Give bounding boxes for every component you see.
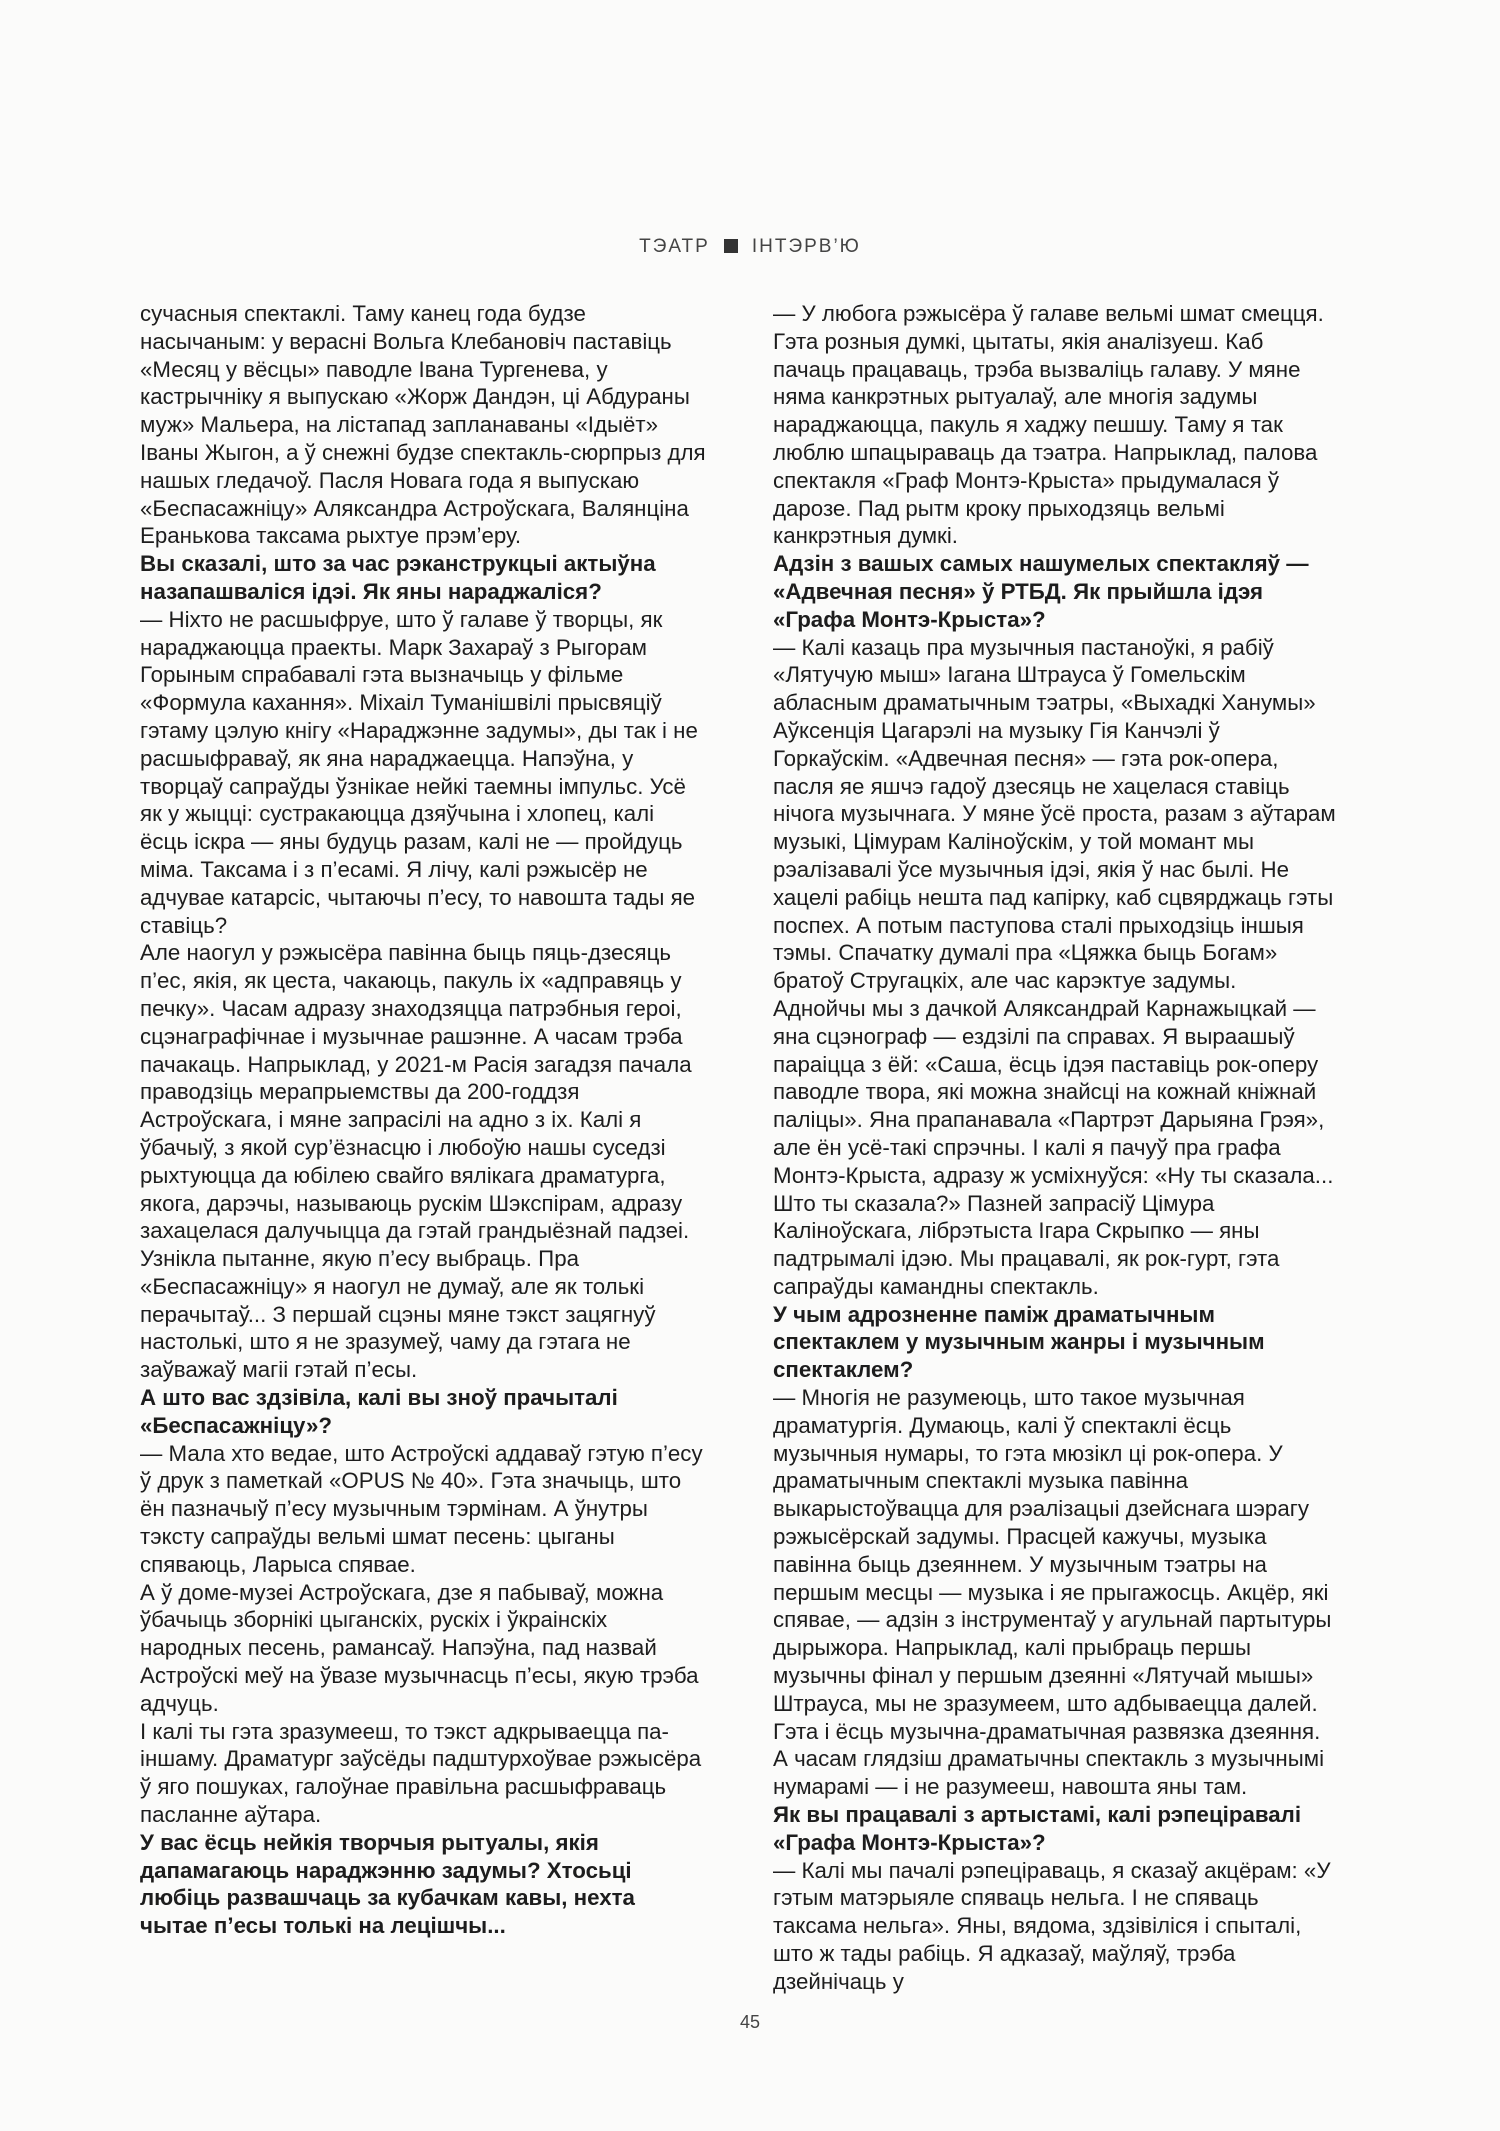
page-number: 45 xyxy=(739,2012,761,2032)
question: Адзін з вашых самых нашумелых спектакляў — «Адвечная песня» ў РТБД. Як прыйшла ідэя «Графа Монтэ-Крыста»? xyxy=(773,551,1309,632)
paragraph: сучасныя спектаклі. Таму канец года будзе насычаным: у верасні Вольга Клебановіч паставіць «Месяц у вёсцы» паводле Івана Тургенева, у кастрычніку я выпускаю «Жорж Дандэн, ці Абдураны муж» Мальера, на лістапад запланаваны «Ідыёт» Іваны Жыгон, а ў снежні будзе спектакль-сюрпрыз для нашых гледачоў. Пасля Новага года я выпускаю «Беспасажніцу» Аляксандра Астроўскага, Валянціна Еранькова таксама рыхтуе прэм’еру. xyxy=(140,301,706,549)
separator-square-icon xyxy=(724,239,738,253)
paragraph: Але наогул у рэжысёра павінна быць пяць-дзесяць п’ес, якія, як цеста, чакаюць, пакуль іх «адправяць у печку». Часам адразу знаходзяцца патрэбныя героі, сцэнаграфічнае і музычнае рашэнне. А часам трэба пачакаць. Напрыклад, у 2021-м Расія загадзя пачала праводзіць мерапрыемствы да 200-годдзя Астроўскага, і мяне запрасілі на адно з іх. Калі я ўбачыў, з якой сур’ёзнасцю і любоўю нашы суседзі рыхтуюцца да юбілею свайго вялікага драматурга, якога, дарэчы, называюць рускім Шэкспірам, адразу захацелася далучыцца да гэтай грандыёзнай падзеі. Узнікла пытанне, якую п’есу выбраць. Пра «Беспасажніцу» я наогул не думаў, але як толькі перачытаў... З першай сцэны мяне тэкст зацягнуў настолькі, што я не зразумеў, чаму да гэтага не заўважаў магіі гэтай п’есы. xyxy=(140,940,692,1383)
paragraph: І калі ты гэта зразумееш, то тэкст адкрываецца па-іншаму. Драматург заўсёды падштурхоўвае рэжысёра ў яго пошуках, галоўнае правільна расшыфраваць пасланне аўтара. xyxy=(140,1718,702,1828)
question: У чым адрозненне паміж драматычным спектаклем у музычным жанры і музычным спектаклем? xyxy=(773,1301,1265,1383)
right-column xyxy=(773,300,1339,1996)
paragraph: Аднойчы мы з дачкой Аляксандрай Карнажыцкай — яна сцэнограф — ездзілі па справах. Я выраашыў параіцца з ёй: «Саша, ёсць ідэя паставіць рок-оперу паводле твора, які можна знайсці на кожнай кніжнай паліцы». Яна прапанавала «Партрэт Дарыяна Грэя», але ён усё-такі спрэчны. І калі я пачуў пра графа Монтэ-Крыста, адразу ж усміхнуўся: «Ну ты сказала... Што ты сказала?» Пазней запрасіў Цімура Каліноўскага, лібрэтыста Ігара Скрыпко — яны падтрымалі ідэю. Мы працавалі, як рок-гурт, гэта сапраўды камандны спектакль. xyxy=(773,995,1334,1299)
paragraph: — Калі мы пачалі рэпеціраваць, я сказаў акцёрам: «У гэтым матэрыяле спяваць нельга. І не спяваць таксама нельга». Яны, вядома, здзівіліся і спыталі, што ж тады рабіць. Я адказаў, маўляў, трэба дзейнічаць у xyxy=(773,1857,1331,1994)
question: Як вы працавалі з артыстамі, калі рэпеціравалі «Графа Монтэ-Крыста»? xyxy=(773,1802,1302,1855)
paragraph: — Калі казаць пра музычныя пастаноўкі, я рабіў «Лятучую мыш» Іагана Штрауса ў Гомельскім абласным драматычным тэатры, «Выхадкі Ханумы» Аўксенція Цагарэлі на музыку Гія Канчэлі ў Горкаўскім. «Адвечная песня» — гэта рок-опера, пасля яе яшчэ гадоў дзесяць не хацелася ставіць нічога музычнага. У мяне ўсё проста, разам з аўтарам музыкі, Цімурам Каліноўскім, у той момант мы рэалізавалі ўсе музычныя ідэі, якія ў нас былі. Не хацелі рабіць нешта пад капірку, каб сцвярджаць гэты поспех. А потым паступова сталі прыходзіць іншыя тэмы. Спачатку думалі пра «Цяжка быць Богам» братоў Стругацкіх, але час карэктуе задумы. xyxy=(773,634,1336,994)
paragraph: А часам глядзіш драматычны спектакль з музычнымі нумарамі — і не разумееш, навошта яны там. xyxy=(773,1746,1325,1800)
paragraph: — У любога рэжысёра ў галаве вельмі шмат смецця. Гэта розныя думкі, цытаты, якія аналізуеш. Каб пачаць працаваць, трэба вызваліць галаву. У мяне няма канкрэтных рытуалаў, але многія задумы нараджаюцца, пакуль я хаджу пешшу. Таму я так люблю шпацыраваць да тэатра. Напрыклад, палова спектакля «Граф Монтэ-Крыста» прыдумалася ў дарозе. Пад рытм кроку прыходзяць вельмі канкрэтныя думкі. xyxy=(773,301,1324,549)
paragraph: А ў доме-музеі Астроўскага, дзе я пабываў, можна ўбачыць зборнікі цыганскіх, рускіх і ўкраінскіх народных песень, рамансаў. Напэўна, пад назвай Астроўскі меў на ўвазе музычнасць п’есы, якую трэба адчуць. xyxy=(140,1579,699,1716)
rubric-label: ІНТЭРВ’Ю xyxy=(751,236,861,257)
paragraph: — Ніхто не расшыфруе, што ў галаве ў творцы, як нараджаюцца праекты. Марк Захараў з Рыгорам Горыным спрабавалі гэта вызначыць у фільме «Формула кахання». Міхаіл Туманішвілі прысвяціў гэтаму цэлую кнігу «Нараджэнне задумы», ды так і не расшыфраваў, як яна нараджаецца. Напэўна, у творцаў сапраўды ўзнікае нейкі таемны імпульс. Усё як у жыцці: сустракаюцца дзяўчына і хлопец, калі ёсць іскра — яны будуць разам, калі не — пройдуць міма. Таксама і з п’есамі. Я лічу, калі рэжысёр не адчувае катарсіс, чытаючы п’есу, то навошта тады яе ставіць? xyxy=(140,606,698,938)
section-label: ТЭАТР xyxy=(639,236,710,257)
page-header xyxy=(0,236,1500,258)
left-column xyxy=(140,300,706,1940)
question: Вы сказалі, што за час рэканструкцыі актыўна назапашваліся ідэі. Як яны нараджаліся? xyxy=(140,551,656,604)
question: У вас ёсць нейкія творчыя рытуалы, якія дапамагаюць нараджэнню задумы? Хтосьці любіць развашчаць за кубачкам кавы, нехта чытае п’есы толькі на лецішчы... xyxy=(140,1829,635,1939)
question: А што вас здзівіла, калі вы зноў прачыталі «Беспасажніцу»? xyxy=(140,1385,618,1438)
paragraph: — Мала хто ведае, што Астроўскі аддаваў гэтую п’есу ў друк з паметкай «OPUS № 40». Гэта значыць, што ён пазначыў п’есу музычным тэрмінам. А ўнутры тэксту сапраўды вельмі шмат песень: цыганы спяваюць, Ларыса спявае. xyxy=(140,1440,703,1577)
paragraph: — Многія не разумеюць, што такое музычная драматургія. Думаюць, калі ў спектаклі ёсць музычныя нумары, то гэта мюзікл ці рок-опера. У драматычным спектаклі музыка павінна выкарыстоўвацца для рэалізацыі дзейснага шэрагу рэжысёрскай задумы. Прасцей кажучы, музыка павінна быць дзеяннем. У музычным тэатры на першым месцы — музыка і яе прыгажосць. Акцёр, які спявае, — адзін з інструментаў у агульнай партытуры дырыжора. Напрыклад, калі прыбраць першы музычны фінал у першым дзеянні «Лятучай мышы» Штрауса, мы не зразумеем, што адбываецца далей. Гэта і ёсць музычна-драматычная развязка дзеяння. xyxy=(773,1385,1332,1744)
